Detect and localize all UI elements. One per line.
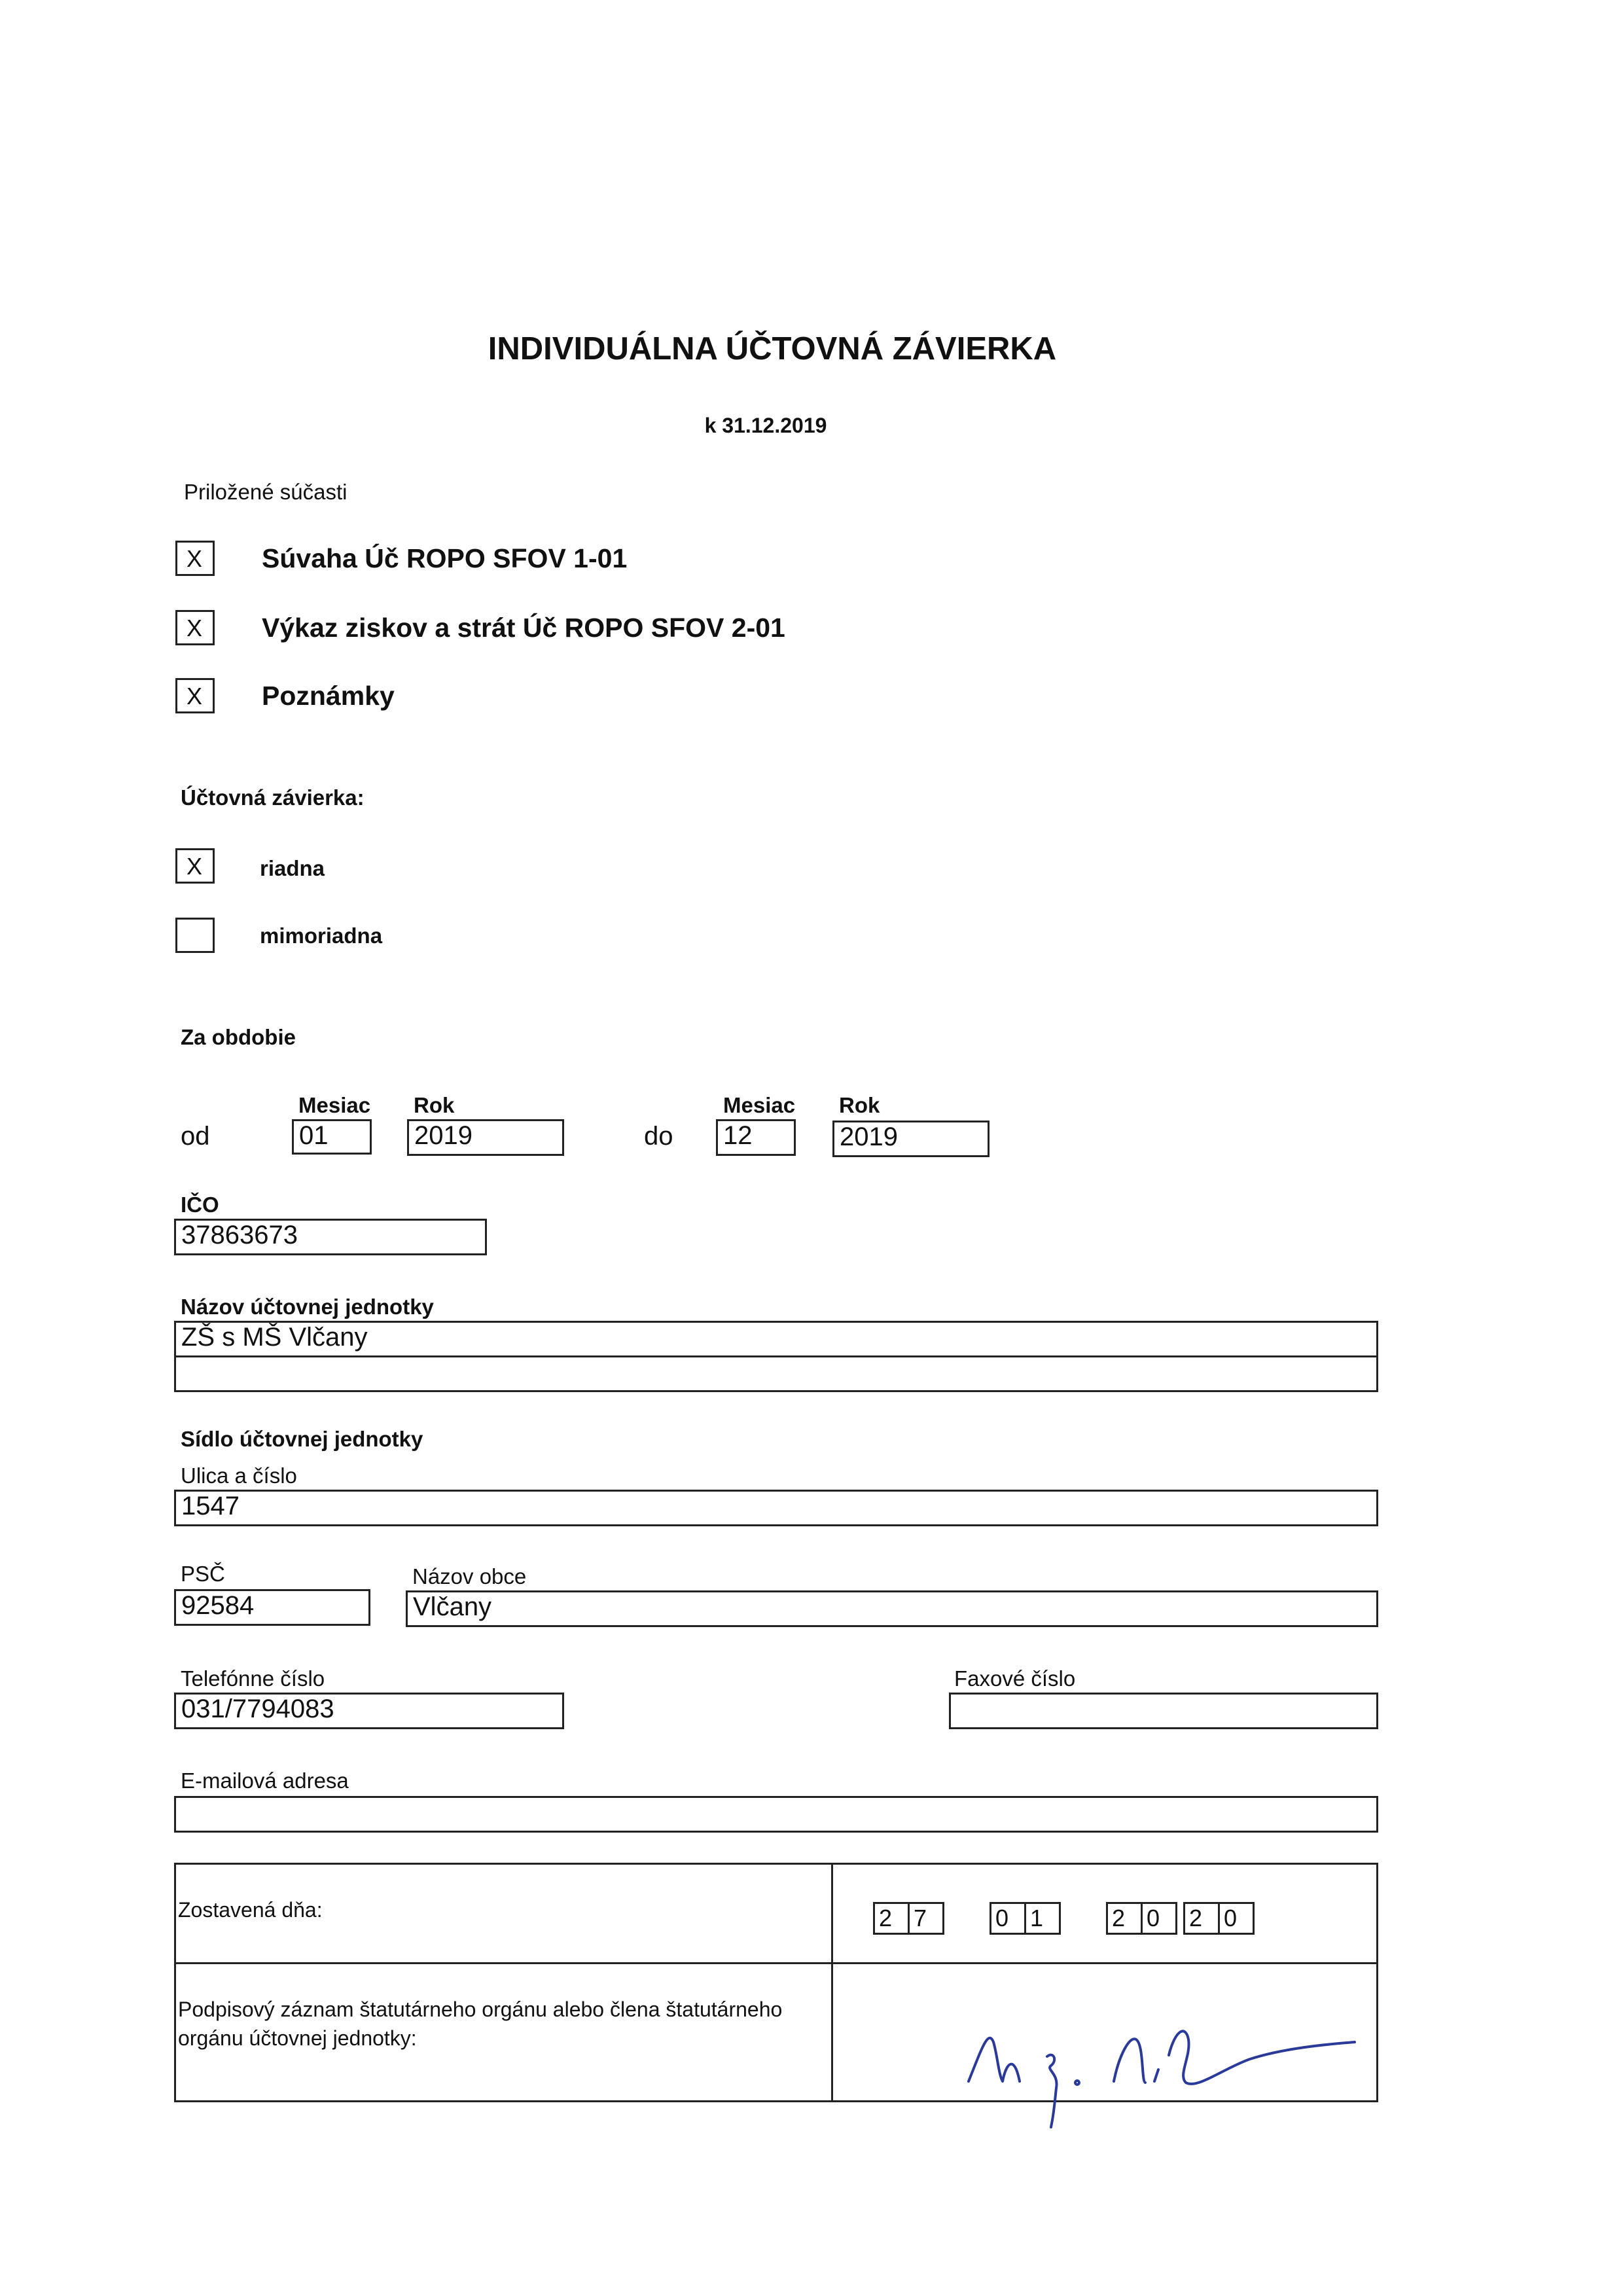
to-year-label: Rok [839, 1093, 880, 1117]
entity-name-label: Názov účtovnej jednotky [181, 1295, 434, 1319]
to-month-field[interactable]: 12 [716, 1119, 796, 1156]
entity-name-field-line2[interactable] [174, 1355, 1378, 1392]
compiled-year[interactable] [1106, 1902, 1263, 1935]
to-label: do [644, 1122, 673, 1151]
signature-label-line1: Podpisový záznam štatutárneho orgánu alebo člena štatutárneho [178, 1998, 783, 2021]
month-digit-1[interactable]: 0 [990, 1902, 1026, 1935]
day-digit-1[interactable]: 2 [873, 1902, 910, 1935]
psc-label: PSČ [181, 1562, 225, 1586]
from-month-label: Mesiac [298, 1093, 371, 1117]
from-month-field[interactable]: 01 [292, 1119, 372, 1155]
phone-field[interactable]: 031/7794083 [174, 1693, 564, 1729]
from-year-field[interactable]: 2019 [407, 1119, 564, 1156]
city-label: Názov obce [412, 1564, 527, 1588]
closing-type-heading: Účtovná závierka: [181, 785, 365, 810]
email-field[interactable] [174, 1796, 1378, 1833]
checkbox-regular[interactable]: X [175, 848, 215, 884]
handwritten-signature [942, 1983, 1374, 2134]
checkbox-income-statement[interactable]: X [175, 610, 215, 645]
compiled-label: Zostavená dňa: [178, 1898, 323, 1922]
checkbox-balance-sheet[interactable]: X [175, 541, 215, 576]
entity-name-field-line1[interactable]: ZŠ s MŠ Vlčany [174, 1321, 1378, 1357]
to-year-field[interactable]: 2019 [832, 1121, 990, 1157]
psc-field[interactable]: 92584 [174, 1589, 370, 1626]
address-heading: Sídlo účtovnej jednotky [181, 1427, 423, 1451]
option-label-regular: riadna [260, 856, 325, 880]
year-digit-1[interactable]: 2 [1106, 1902, 1143, 1935]
from-year-label: Rok [414, 1093, 455, 1117]
year-digit-3[interactable]: 2 [1183, 1902, 1220, 1935]
period-heading: Za obdobie [181, 1025, 296, 1049]
table-divider-horizontal [174, 1962, 1378, 1964]
day-digit-2[interactable]: 7 [908, 1902, 944, 1935]
attachments-heading: Priložené súčasti [184, 480, 348, 504]
signature-label-line2: orgánu účtovnej jednotky: [178, 2026, 417, 2050]
fax-field[interactable] [949, 1693, 1378, 1729]
from-label: od [181, 1122, 210, 1151]
month-digit-2[interactable]: 1 [1024, 1902, 1061, 1935]
compiled-month[interactable] [990, 1902, 1068, 1935]
attachment-label-income-statement: Výkaz ziskov a strát Úč ROPO SFOV 2-01 [262, 613, 785, 643]
city-field[interactable]: Vlčany [406, 1590, 1378, 1627]
checkbox-extraordinary[interactable] [175, 918, 215, 953]
ico-field[interactable]: 37863673 [174, 1219, 487, 1255]
street-label: Ulica a číslo [181, 1463, 297, 1488]
year-digit-4[interactable]: 0 [1218, 1902, 1255, 1935]
table-divider-vertical [831, 1863, 833, 2102]
fax-label: Faxové číslo [954, 1666, 1076, 1691]
phone-label: Telefónne číslo [181, 1666, 325, 1691]
compiled-day[interactable] [873, 1902, 952, 1935]
attachment-label-balance-sheet: Súvaha Úč ROPO SFOV 1-01 [262, 543, 628, 573]
checkbox-notes[interactable]: X [175, 678, 215, 713]
date-line: k 31.12.2019 [704, 414, 827, 437]
ico-label: IČO [181, 1193, 219, 1217]
attachment-label-notes: Poznámky [262, 681, 395, 711]
email-label: E-mailová adresa [181, 1768, 349, 1793]
option-label-extraordinary: mimoriadna [260, 924, 383, 948]
to-month-label: Mesiac [723, 1093, 796, 1117]
street-field[interactable]: 1547 [174, 1490, 1378, 1526]
document-title: INDIVIDUÁLNA ÚČTOVNÁ ZÁVIERKA [488, 331, 1057, 367]
year-digit-2[interactable]: 0 [1141, 1902, 1177, 1935]
